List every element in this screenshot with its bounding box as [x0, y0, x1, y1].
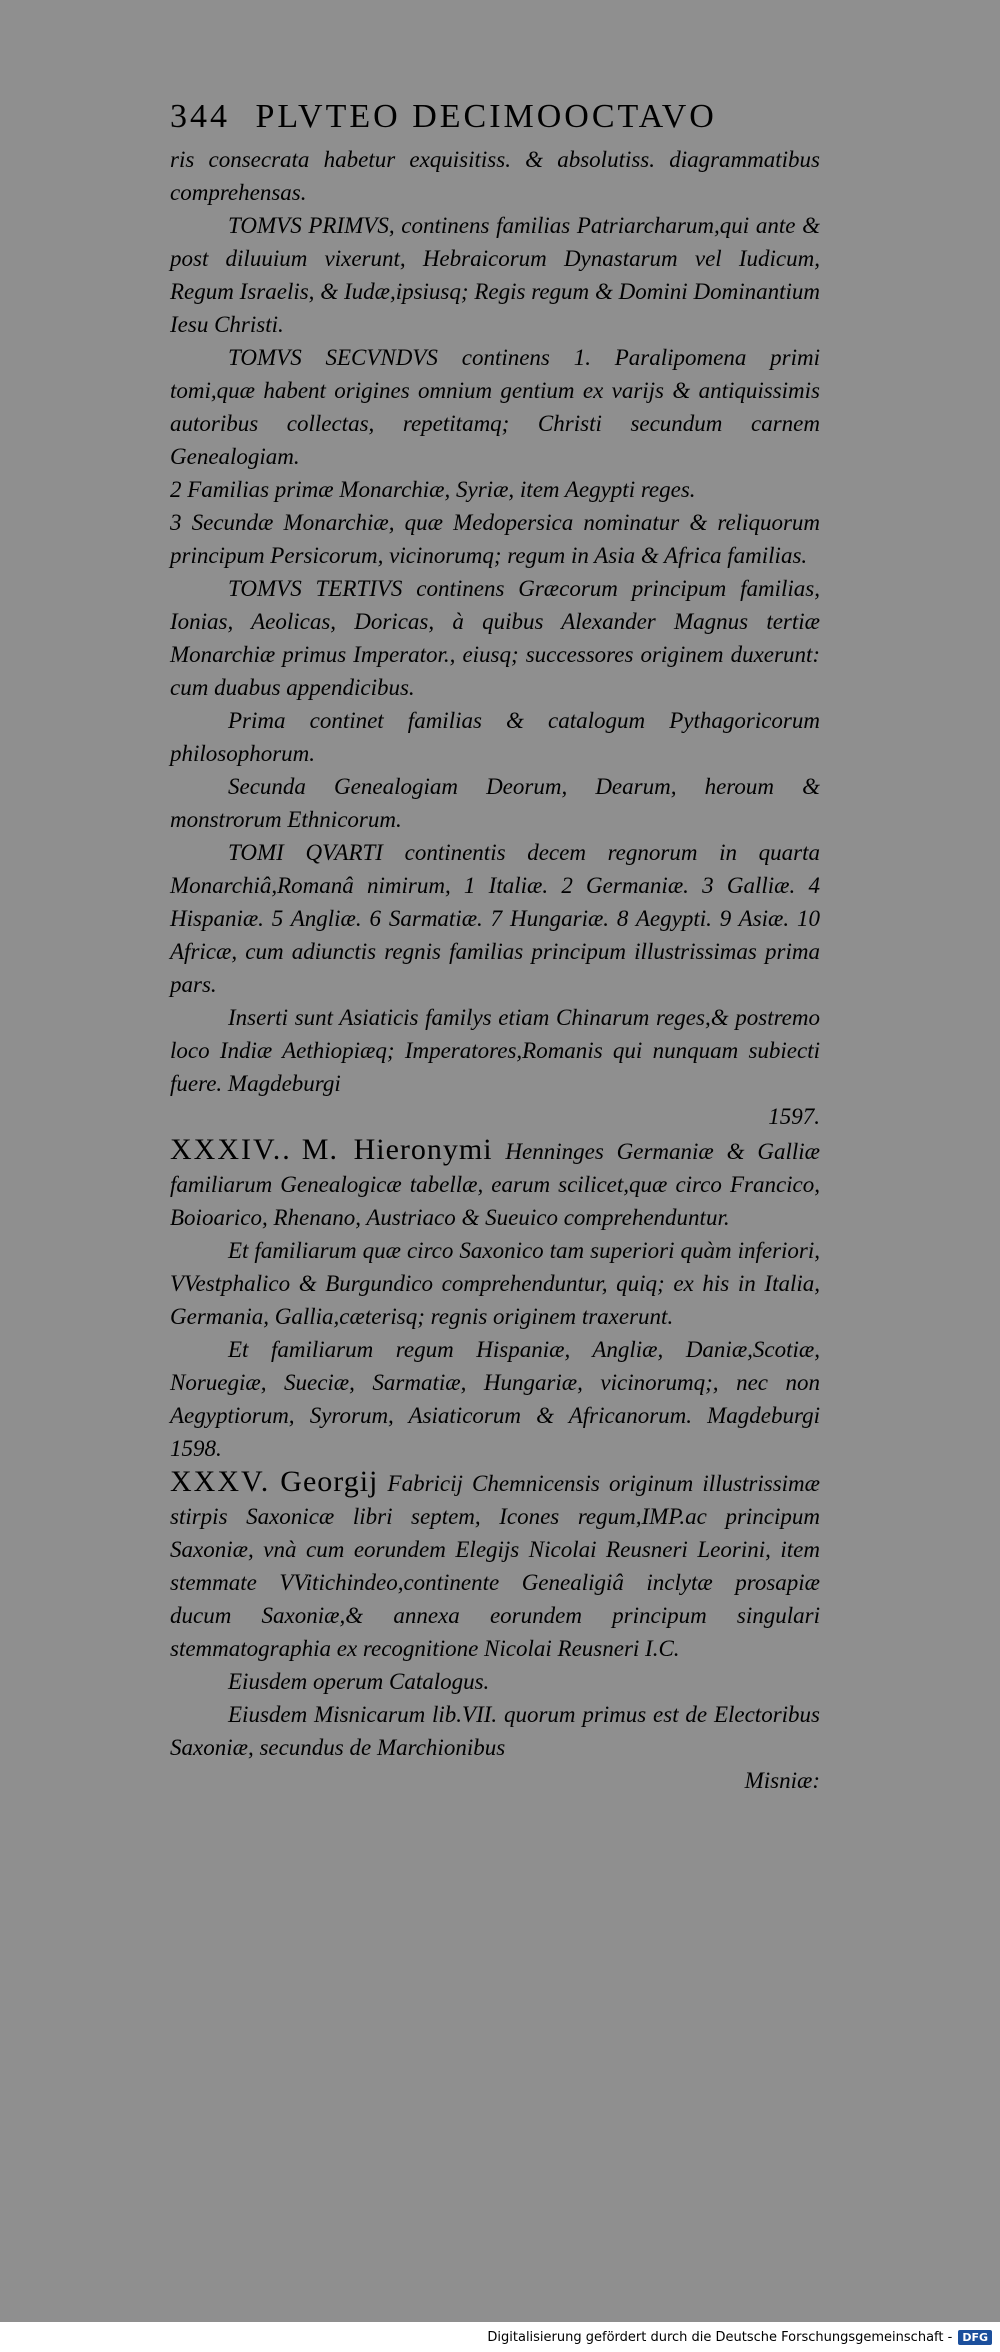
entry-34-author: M. Hieronymi [301, 1133, 493, 1166]
paragraph-misnicarum: Eiusdem Misnicarum lib.VII. quorum primus est de Electoribus Saxoniæ, secundus de Marchionibus [170, 1702, 820, 1760]
paragraph-continuation: ris consecrata habetur exquisitiss. & absolutiss. diagrammatibus comprehensas. [170, 147, 820, 205]
footer-text: Digitalisierung gefördert durch die Deutsche Forschungsgemeinschaft - [487, 2329, 953, 2345]
entry-35-numeral: XXXV. [170, 1465, 271, 1498]
paragraph-secunda: Secunda Genealogiam Deorum, Dearum, heroum & monstrorum Ethnicorum. [170, 774, 820, 832]
paragraph-item-3: 3 Secundæ Monarchiæ, quæ Medopersica nominatur & reliquorum principum Persicorum, vicinorumq; regum in Asia & Africa familias. [170, 510, 820, 568]
paragraph-hispaniae: Et familiarum regum Hispaniæ, Angliæ, Daniæ,Scotiæ, Noruegiæ, Sueciæ, Sarmatiæ, Hungariæ, vicinorumq;, nec non Aegyptiorum, Syrorum, Asiaticorum & Africanorum. Magdeburgi 1598. [170, 1337, 820, 1461]
paragraph-inserti: Inserti sunt Asiaticis familys etiam Chinarum reges,& postremo loco Indiæ Aethiopiæq; Imperatores,Romanis qui nunquam subiecti fuere. Magdeburgi [170, 1005, 820, 1096]
entry-34 [170, 1133, 820, 1234]
paragraph-year: 1597. [768, 1104, 820, 1129]
paragraph-item-2: 2 Familias primæ Monarchiæ, Syriæ, item Aegypti reges. [170, 477, 696, 502]
paragraph-tomus-secundus: TOMVS SECVNDVS continens 1. Paralipomena primi tomi,quæ habent origines omnium gentium ex varijs & antiquissimis autoribus collectas, repetitamq; Christi secundum carnem Genealogiam. [170, 345, 820, 469]
paragraph-catalogus: Eiusdem operum Catalogus. [228, 1669, 490, 1694]
entry-35-text: Fabricij Chemnicensis originum illustrissimæ stirpis Saxonicæ libri septem, Icones regum,IMP.ac principum Saxoniæ, vnà cum eorundem Elegijs Nicolai Reusneri Leorini, item stemmate VVitichindeo,continente Genealigiâ inclytæ prosapiæ ducum Saxoniæ,& annexa eorundem principum singulari stemmatographia ex recognitione Nicolai Reusneri I.C. [170, 1471, 821, 1661]
paragraph-saxonico: Et familiarum quæ circo Saxonico tam superiori quàm inferiori, VVestphalico & Burgundico comprehenduntur, quiq; ex his in Italia, Germania, Gallia,cæterisq; regnis originem traxerunt. [170, 1238, 820, 1329]
paragraph-prima: Prima continet familias & catalogum Pythagoricorum philosophorum. [170, 708, 820, 766]
paragraph-catchword: Misniæ: [744, 1768, 820, 1793]
page-number: 344 [170, 98, 230, 135]
paragraph-tomus-primus: TOMVS PRIMVS, continens familias Patriarcharum,qui ante & post diluuium vixerunt, Hebraicorum Dynastarum vel Iudicum, Regum Israelis, & Iudæ,ipsiusq; Regis regum & Domini Dominantium Iesu Christi. [170, 213, 820, 337]
running-head [170, 95, 820, 139]
entry-34-numeral: XXXIV.. [170, 1133, 292, 1166]
entry-35-author: Georgij [280, 1465, 379, 1498]
dfg-logo-icon: DFG [958, 2330, 992, 2345]
footer-bar [0, 2322, 1000, 2352]
paragraph-tomus-tertius: TOMVS TERTIVS continens Græcorum principum familias, Ionias, Aeolicas, Doricas, à quibus Alexander Magnus tertiæ Monarchiæ primus Imperator., eiusq; successores originem duxerunt: cum duabus appendicibus. [170, 576, 820, 700]
entry-35 [170, 1465, 820, 1665]
book-page [170, 95, 820, 1797]
running-title: PLVTEO DECIMOOCTAVO [255, 98, 717, 135]
paragraph-tomi-quarti: TOMI QVARTI continentis decem regnorum in quarta Monarchiâ,Romanâ nimirum, 1 Italiæ. 2 Germaniæ. 3 Galliæ. 4 Hispaniæ. 5 Angliæ. 6 Sarmatiæ. 7 Hungariæ. 8 Aegypti. 9 Asiæ. 10 Africæ, cum adiunctis regnis familias principum illustrissimas prima pars. [170, 840, 820, 997]
entry-34-text: Henninges Germaniæ & Galliæ familiarum Genealogicæ tabellæ, earum scilicet,quæ circo Francico, Boioarico, Rhenano, Austriaco & Sueuico comprehenduntur. [170, 1139, 820, 1230]
